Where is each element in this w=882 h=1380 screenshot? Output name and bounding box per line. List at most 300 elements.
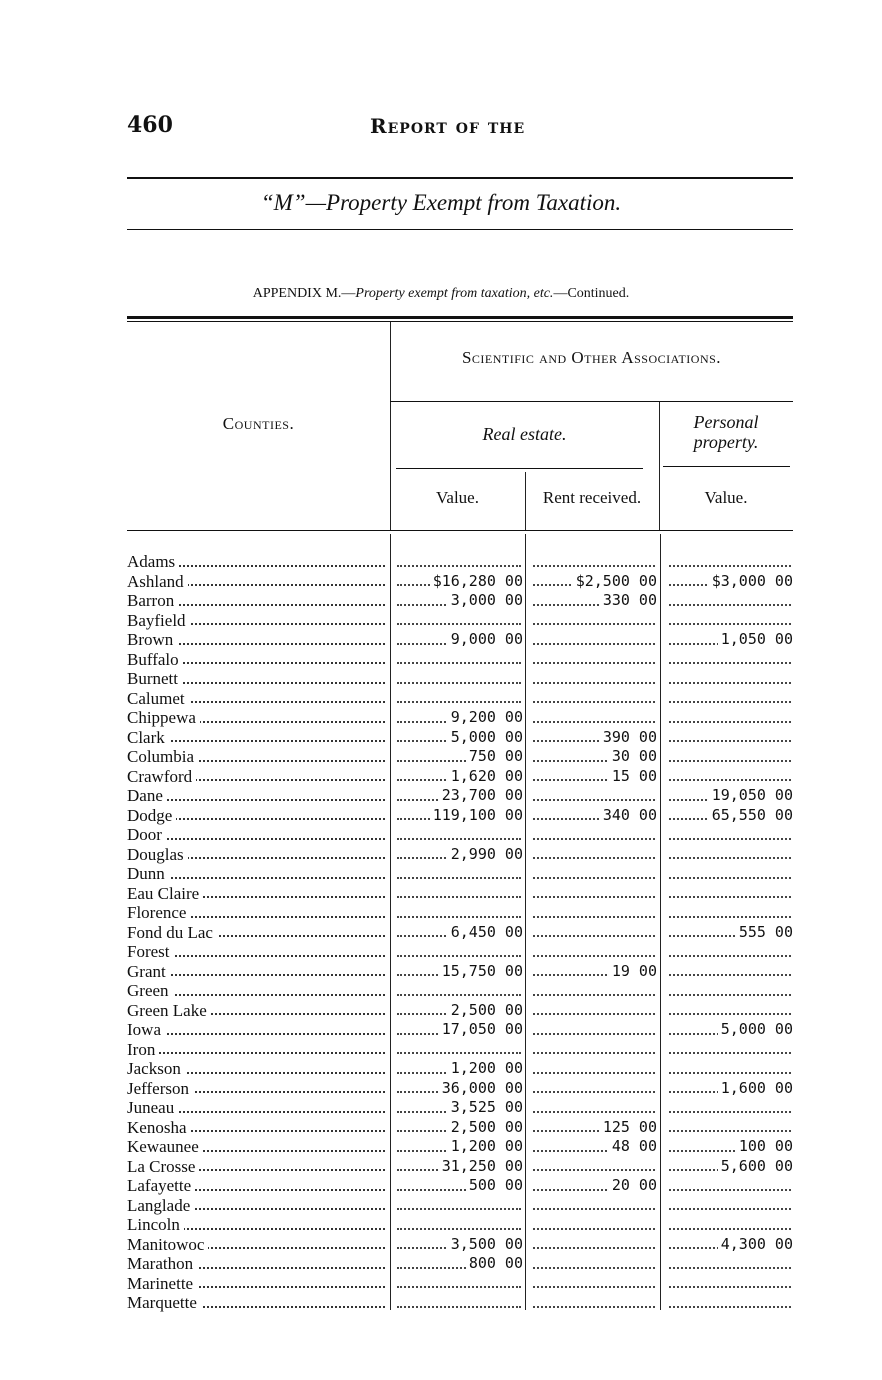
table-top-rule-thin: [127, 321, 793, 322]
rent-cell: [529, 650, 657, 670]
group-underline: [390, 401, 793, 402]
header-real-value: Value.: [436, 488, 479, 507]
dot-leader: [397, 623, 521, 625]
real-value-cell: [393, 825, 523, 845]
dot-leader: [669, 896, 791, 898]
cell-value: 19 00: [609, 962, 657, 980]
rent-cell: [529, 1176, 657, 1196]
real-value-cell: [393, 884, 523, 904]
table-row: [127, 962, 793, 982]
personal-value-cell: [665, 981, 793, 1001]
rent-cell: [529, 1254, 657, 1274]
county-name: Lincoln: [127, 1215, 184, 1234]
rule-under-title: [127, 229, 793, 230]
cell-value: 3,525 00: [448, 1098, 523, 1116]
table-row: [127, 1040, 793, 1060]
real-value-cell: [393, 689, 523, 709]
county-cell: [127, 650, 387, 670]
rent-cell: [529, 669, 657, 689]
dot-leader: [669, 623, 791, 625]
county-name: Door: [127, 825, 166, 844]
county-name: La Crosse: [127, 1157, 199, 1176]
table-row: [127, 611, 793, 631]
cell-value: 6,450 00: [448, 923, 523, 941]
county-name: Dane: [127, 786, 167, 805]
table-row: [127, 1098, 793, 1118]
dot-leader: [533, 1306, 655, 1308]
cell-value: 1,200 00: [448, 1137, 523, 1155]
real-value-cell: [393, 845, 523, 865]
real-value-cell: [393, 1274, 523, 1294]
dot-leader: [533, 623, 655, 625]
table-row: [127, 1215, 793, 1235]
rent-cell: [529, 981, 657, 1001]
dot-leader: [533, 1228, 655, 1230]
cell-value: 30 00: [609, 747, 657, 765]
personal-value-cell: [665, 689, 793, 709]
rent-cell: [529, 1137, 657, 1157]
county-cell: [127, 884, 387, 904]
real-value-cell: [393, 903, 523, 923]
cell-value: 20 00: [609, 1176, 657, 1194]
personal-value-cell: [665, 1215, 793, 1235]
real-value-cell: [393, 1020, 523, 1040]
dot-leader: [669, 1013, 791, 1015]
dot-leader: [397, 565, 521, 567]
county-cell: [127, 1079, 387, 1099]
dot-leader: [669, 838, 791, 840]
dot-leader: [533, 682, 655, 684]
table-row: [127, 1274, 793, 1294]
county-cell: [127, 591, 387, 611]
county-name: Green: [127, 981, 173, 1000]
dot-leader: [397, 1228, 521, 1230]
rent-cell: [529, 708, 657, 728]
dot-leader: [397, 1306, 521, 1308]
dot-leader: [533, 916, 655, 918]
rent-cell: [529, 1157, 657, 1177]
dot-leader: [669, 721, 791, 723]
dot-leader: [669, 1130, 791, 1132]
dot-leader: [533, 701, 655, 703]
dot-leader: [127, 1052, 385, 1054]
header-personal-property-2: property.: [693, 432, 759, 452]
table-row: [127, 903, 793, 923]
real-value-cell: [393, 1118, 523, 1138]
personal-value-cell: [665, 572, 793, 592]
cell-value: 31,250 00: [439, 1157, 523, 1175]
rent-cell: [529, 864, 657, 884]
cell-value: 1,600 00: [718, 1079, 793, 1097]
table-row: [127, 1176, 793, 1196]
county-cell: [127, 942, 387, 962]
rent-cell: [529, 1020, 657, 1040]
table-row: [127, 669, 793, 689]
dot-leader: [669, 701, 791, 703]
county-name: Langlade: [127, 1196, 194, 1215]
county-cell: [127, 1137, 387, 1157]
county-name: Dodge: [127, 806, 176, 825]
cell-value: 19,050 00: [709, 786, 793, 804]
rent-cell: [529, 1098, 657, 1118]
header-real-estate: Real estate.: [482, 424, 567, 444]
page-number: 460: [127, 112, 173, 138]
dot-leader: [533, 1111, 655, 1113]
dot-leader: [669, 1228, 791, 1230]
table-row: [127, 1118, 793, 1138]
real-value-cell: [393, 591, 523, 611]
cell-value: 9,200 00: [448, 708, 523, 726]
cell-value: 15 00: [609, 767, 657, 785]
county-name: Jefferson: [127, 1079, 193, 1098]
dot-leader: [397, 682, 521, 684]
cell-value: 119,100 00: [430, 806, 523, 824]
dot-leader: [397, 1052, 521, 1054]
personal-value-cell: [665, 767, 793, 787]
county-name: Juneau: [127, 1098, 178, 1117]
cell-value: 1,620 00: [448, 767, 523, 785]
real-value-cell: [393, 611, 523, 631]
dot-leader: [669, 877, 791, 879]
table-row: [127, 1293, 793, 1313]
personal-value-cell: [665, 1254, 793, 1274]
personal-value-cell: [665, 1157, 793, 1177]
dot-leader: [533, 1247, 655, 1249]
county-name: Ashland: [127, 572, 188, 591]
real-value-cell: [393, 728, 523, 748]
rent-cell: [529, 1293, 657, 1313]
table-row: [127, 572, 793, 592]
table-row: [127, 552, 793, 572]
real-value-cell: [393, 923, 523, 943]
personal-value-cell: [665, 747, 793, 767]
personal-value-cell: [665, 786, 793, 806]
county-name: Columbia: [127, 747, 198, 766]
real-value-cell: [393, 552, 523, 572]
table-row: [127, 747, 793, 767]
cell-value: 23,700 00: [439, 786, 523, 804]
cell-value: 2,500 00: [448, 1001, 523, 1019]
real-value-cell: [393, 1293, 523, 1313]
real-estate-underline: [396, 468, 643, 469]
header-rent-received: Rent received.: [542, 488, 642, 507]
table-row: [127, 1157, 793, 1177]
real-value-cell: [393, 1196, 523, 1216]
county-name: Grant: [127, 962, 170, 981]
real-value-cell: [393, 962, 523, 982]
personal-value-cell: [665, 708, 793, 728]
dot-leader: [533, 877, 655, 879]
county-name: Forest: [127, 942, 174, 961]
county-name: Eau Claire: [127, 884, 203, 903]
county-cell: [127, 572, 387, 592]
personal-value-cell: [665, 1001, 793, 1021]
cell-value: 2,990 00: [448, 845, 523, 863]
cell-value: $2,500 00: [573, 572, 657, 590]
dot-leader: [533, 1208, 655, 1210]
dot-leader: [669, 1208, 791, 1210]
rent-cell: [529, 942, 657, 962]
dot-leader: [397, 838, 521, 840]
rent-cell: [529, 1040, 657, 1060]
rent-cell: [529, 1059, 657, 1079]
real-value-cell: [393, 1157, 523, 1177]
dot-leader: [533, 799, 655, 801]
cell-value: 3,000 00: [448, 591, 523, 609]
rent-cell: [529, 845, 657, 865]
personal-value-cell: [665, 611, 793, 631]
cell-value: 9,000 00: [448, 630, 523, 648]
dot-leader: [533, 838, 655, 840]
personal-value-cell: [665, 806, 793, 826]
rent-cell: [529, 962, 657, 982]
county-name: Marinette: [127, 1274, 197, 1293]
table-row: [127, 786, 793, 806]
rent-cell: [529, 786, 657, 806]
county-name: Green Lake: [127, 1001, 211, 1020]
cell-value: $3,000 00: [709, 572, 793, 590]
rent-cell: [529, 884, 657, 904]
rule-top: [127, 177, 793, 179]
personal-value-cell: [665, 669, 793, 689]
real-value-cell: [393, 864, 523, 884]
rent-cell: [529, 1001, 657, 1021]
county-cell: [127, 747, 387, 767]
county-cell: [127, 1020, 387, 1040]
county-cell: [127, 689, 387, 709]
dot-leader: [533, 1091, 655, 1093]
county-name: Barron: [127, 591, 178, 610]
county-cell: [127, 864, 387, 884]
cell-value: 5,600 00: [718, 1157, 793, 1175]
real-value-cell: [393, 650, 523, 670]
county-cell: [127, 845, 387, 865]
personal-value-cell: [665, 650, 793, 670]
dot-leader: [533, 994, 655, 996]
county-cell: [127, 1118, 387, 1138]
dot-leader: [669, 955, 791, 957]
caption-suffix: —Continued.: [553, 286, 630, 301]
personal-value-cell: [665, 903, 793, 923]
rent-cell: [529, 825, 657, 845]
dot-leader: [533, 662, 655, 664]
dot-leader: [669, 1286, 791, 1288]
cell-value: 1,200 00: [448, 1059, 523, 1077]
rent-cell: [529, 1215, 657, 1235]
county-cell: [127, 1098, 387, 1118]
personal-value-cell: [665, 1079, 793, 1099]
county-name: Bayfield: [127, 611, 190, 630]
personal-value-cell: [665, 1020, 793, 1040]
personal-value-cell: [665, 1196, 793, 1216]
real-value-cell: [393, 1137, 523, 1157]
cell-value: 4,300 00: [718, 1235, 793, 1253]
personal-value-cell: [665, 1118, 793, 1138]
rent-cell: [529, 1079, 657, 1099]
cell-value: 125 00: [600, 1118, 657, 1136]
table-row: [127, 864, 793, 884]
real-value-cell: [393, 1001, 523, 1021]
cell-value: 750 00: [466, 747, 523, 765]
table-row: [127, 942, 793, 962]
table-row: [127, 630, 793, 650]
county-cell: [127, 1196, 387, 1216]
header-counties: Counties.: [222, 414, 295, 433]
personal-value-cell: [665, 942, 793, 962]
dot-leader: [533, 721, 655, 723]
dot-leader: [397, 701, 521, 703]
cell-value: 1,050 00: [718, 630, 793, 648]
dot-leader: [533, 1033, 655, 1035]
county-name: Calumet: [127, 689, 189, 708]
dot-leader: [397, 1286, 521, 1288]
real-value-cell: [393, 630, 523, 650]
county-name: Iowa: [127, 1020, 165, 1039]
county-cell: [127, 981, 387, 1001]
county-name: Jackson: [127, 1059, 185, 1078]
county-name: Florence: [127, 903, 190, 922]
cell-value: 5,000 00: [718, 1020, 793, 1038]
county-name: Fond du Lac: [127, 923, 217, 942]
table-row: [127, 1137, 793, 1157]
county-name: Iron: [127, 1040, 159, 1059]
rent-cell: [529, 1118, 657, 1138]
county-cell: [127, 786, 387, 806]
dot-leader: [533, 896, 655, 898]
real-value-cell: [393, 981, 523, 1001]
real-value-cell: [393, 786, 523, 806]
real-value-cell: [393, 1059, 523, 1079]
county-name: Crawford: [127, 767, 196, 786]
real-value-cell: [393, 708, 523, 728]
table-row: [127, 923, 793, 943]
table-row: [127, 1235, 793, 1255]
dot-leader: [397, 916, 521, 918]
personal-value-cell: [665, 1235, 793, 1255]
dot-leader: [397, 955, 521, 957]
dot-leader: [669, 994, 791, 996]
dot-leader: [669, 565, 791, 567]
personal-value-cell: [665, 825, 793, 845]
dot-leader: [533, 857, 655, 859]
dot-leader: [669, 1052, 791, 1054]
header-bottom-rule: [127, 530, 793, 531]
dot-leader: [533, 935, 655, 937]
cell-value: 3,500 00: [448, 1235, 523, 1253]
cell-value: 330 00: [600, 591, 657, 609]
cell-value: 17,050 00: [439, 1020, 523, 1038]
county-cell: [127, 728, 387, 748]
county-cell: [127, 962, 387, 982]
county-name: Buffalo: [127, 650, 183, 669]
real-value-cell: [393, 669, 523, 689]
county-name: Burnett: [127, 669, 182, 688]
rent-cell: [529, 1196, 657, 1216]
running-head: Report of the: [370, 114, 526, 138]
section-title: “M”—Property Exempt from Taxation.: [260, 190, 622, 215]
dot-leader: [669, 1189, 791, 1191]
rent-cell: [529, 689, 657, 709]
real-value-cell: [393, 767, 523, 787]
cell-value: 65,550 00: [709, 806, 793, 824]
personal-value-cell: [665, 1274, 793, 1294]
dot-leader: [533, 643, 655, 645]
dot-leader: [669, 857, 791, 859]
cell-value: 48 00: [609, 1137, 657, 1155]
cell-value: 100 00: [736, 1137, 793, 1155]
dot-leader: [533, 565, 655, 567]
county-cell: [127, 1235, 387, 1255]
rent-cell: [529, 923, 657, 943]
dot-leader: [397, 1208, 521, 1210]
county-cell: [127, 1176, 387, 1196]
dot-leader: [533, 1169, 655, 1171]
table-row: [127, 806, 793, 826]
county-cell: [127, 923, 387, 943]
rent-cell: [529, 552, 657, 572]
real-value-cell: [393, 1215, 523, 1235]
cell-value: 390 00: [600, 728, 657, 746]
personal-value-cell: [665, 845, 793, 865]
dot-leader: [669, 916, 791, 918]
dot-leader: [669, 974, 791, 976]
county-cell: [127, 903, 387, 923]
rent-cell: [529, 903, 657, 923]
real-value-cell: [393, 1079, 523, 1099]
county-cell: [127, 669, 387, 689]
county-name: Marquette: [127, 1293, 201, 1312]
table-row: [127, 825, 793, 845]
real-value-cell: [393, 1098, 523, 1118]
dot-leader: [533, 955, 655, 957]
table-row: [127, 767, 793, 787]
cell-value: 2,500 00: [448, 1118, 523, 1136]
dot-leader: [669, 779, 791, 781]
personal-value-cell: [665, 923, 793, 943]
cell-value: 555 00: [736, 923, 793, 941]
county-name: Kenosha: [127, 1118, 190, 1137]
dot-leader: [397, 662, 521, 664]
real-value-cell: [393, 806, 523, 826]
dot-leader: [533, 1072, 655, 1074]
rent-cell: [529, 591, 657, 611]
caption-italic: Property exempt from taxation, etc.: [355, 286, 554, 301]
dot-leader: [669, 1267, 791, 1269]
county-name: Brown: [127, 630, 177, 649]
table-row: [127, 981, 793, 1001]
personal-value-cell: [665, 1040, 793, 1060]
table-row: [127, 1001, 793, 1021]
county-name: Lafayette: [127, 1176, 195, 1195]
table-row: [127, 591, 793, 611]
table-row: [127, 650, 793, 670]
table-row: [127, 728, 793, 748]
table-row: [127, 1059, 793, 1079]
dot-leader: [397, 994, 521, 996]
cell-value: 36,000 00: [439, 1079, 523, 1097]
dot-leader: [669, 1072, 791, 1074]
real-value-cell: [393, 1254, 523, 1274]
county-cell: [127, 1040, 387, 1060]
dot-leader: [669, 760, 791, 762]
county-table: [127, 552, 793, 1313]
dot-leader: [669, 1306, 791, 1308]
dot-leader: [533, 1052, 655, 1054]
rent-cell: [529, 747, 657, 767]
personal-value-cell: [665, 884, 793, 904]
rent-cell: [529, 611, 657, 631]
personal-value-cell: [665, 1176, 793, 1196]
